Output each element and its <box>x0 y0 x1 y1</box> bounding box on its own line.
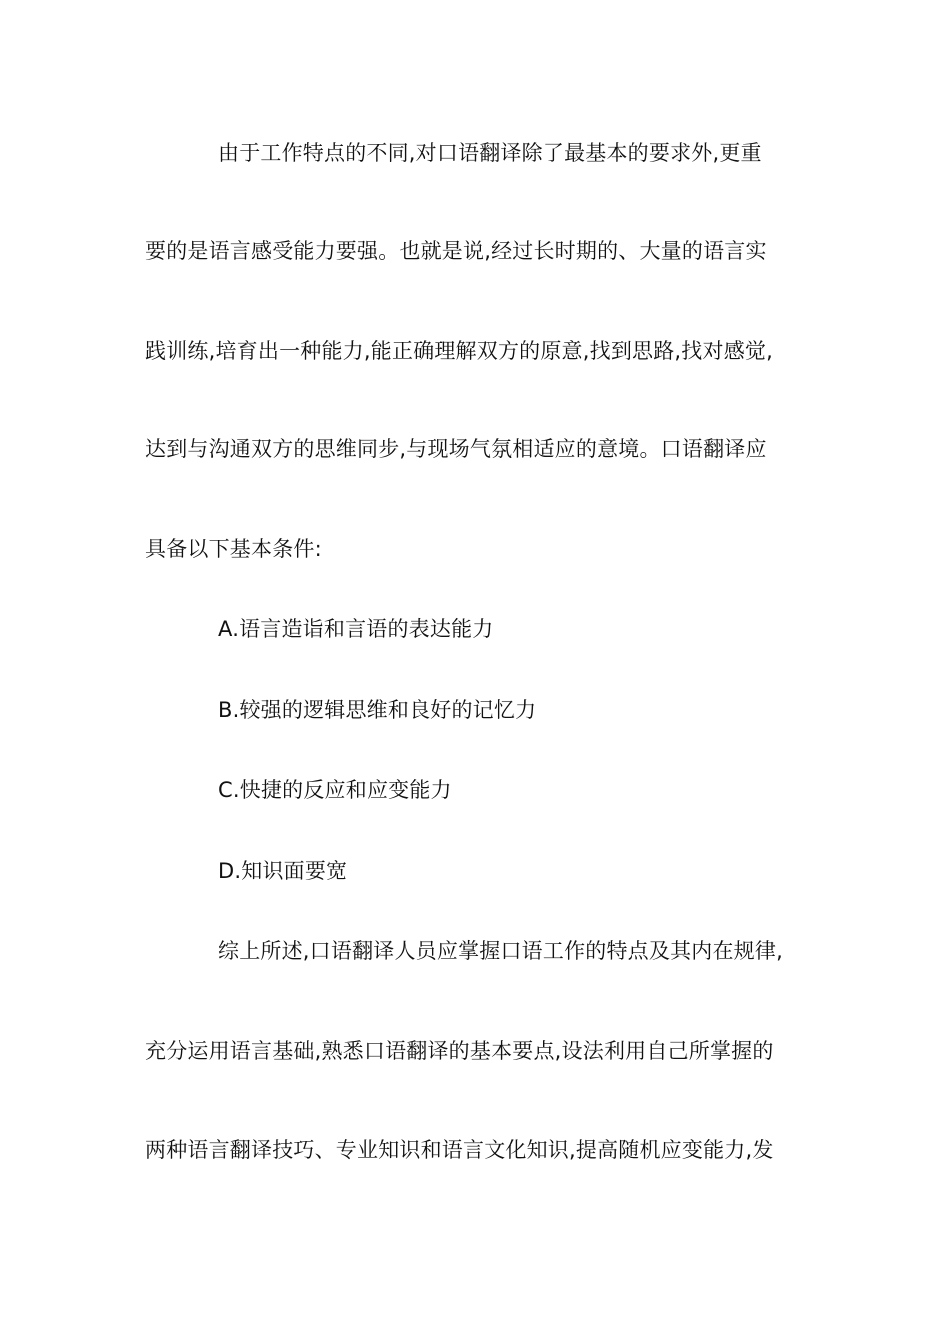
condition-a: A.语言造诣和言语的表达能力 <box>218 617 494 641</box>
paragraph-1-line-3: 践训练,培育出一种能力,能正确理解双方的原意,找到思路,找对感觉, <box>145 339 773 363</box>
paragraph-1-line-2: 要的是语言感受能力要强。也就是说,经过长时期的、大量的语言实 <box>145 239 767 263</box>
condition-c: C.快捷的反应和应变能力 <box>218 778 452 802</box>
condition-d: D.知识面要宽 <box>218 859 348 883</box>
condition-b: B.较强的逻辑思维和良好的记忆力 <box>218 698 537 722</box>
paragraph-2-line-3: 两种语言翻译技巧、专业知识和语言文化知识,提高随机应变能力,发 <box>145 1138 774 1162</box>
paragraph-2-line-1: 综上所述,口语翻译人员应掌握口语工作的特点及其内在规律, <box>218 939 783 963</box>
paragraph-1-line-5: 具备以下基本条件: <box>145 537 322 561</box>
paragraph-1-line-1: 由于工作特点的不同,对口语翻译除了最基本的要求外,更重 <box>218 141 762 165</box>
paragraph-2-line-2: 充分运用语言基础,熟悉口语翻译的基本要点,设法利用自己所掌握的 <box>145 1039 774 1063</box>
paragraph-1-line-4: 达到与沟通双方的思维同步,与现场气氛相适应的意境。口语翻译应 <box>145 437 767 461</box>
